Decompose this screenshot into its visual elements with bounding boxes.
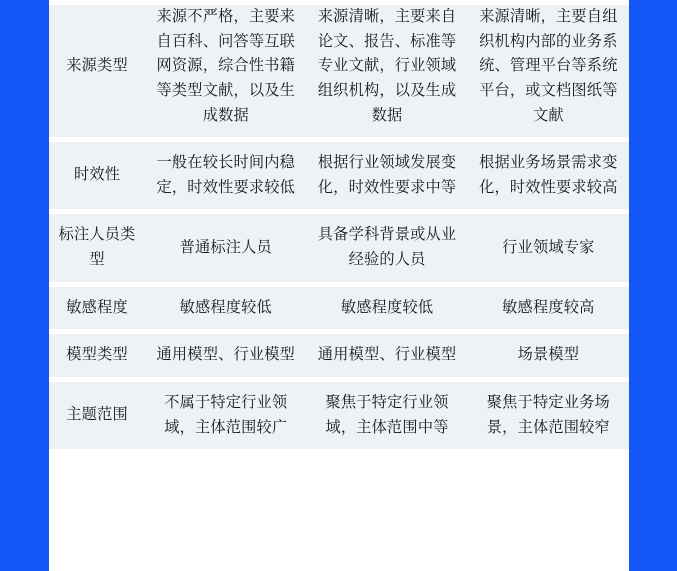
row-header: 标注人员类型 (49, 214, 145, 281)
table-cell: 根据业务场景需求变化，时效性要求较高 (468, 142, 629, 209)
table-cell: 敏感程度较高 (468, 287, 629, 330)
table-cell: 敏感程度较低 (306, 287, 467, 330)
comparison-card (49, 0, 629, 571)
table-cell: 根据行业领域发展变化，时效性要求中等 (306, 142, 467, 209)
table-row (49, 214, 629, 281)
table-cell: 来源清晰，主要来自论文、报告、标准等专业文献，行业领域组织机构，以及生成数据 (306, 5, 467, 137)
table-row (49, 5, 629, 137)
row-header: 模型类型 (49, 334, 145, 377)
comparison-table (49, 0, 629, 454)
row-header: 敏感程度 (49, 287, 145, 330)
table-cell: 通用模型、行业模型 (145, 334, 306, 377)
row-header: 来源类型 (49, 5, 145, 137)
table-cell: 来源清晰，主要自组织机构内部的业务系统、管理平台等系统平台，或文档图纸等文献 (468, 5, 629, 137)
table-cell: 敏感程度较低 (145, 287, 306, 330)
table-cell: 普通标注人员 (145, 214, 306, 281)
table-cell: 行业领域专家 (468, 214, 629, 281)
table-row (49, 142, 629, 209)
table-cell: 聚焦于特定业务场景，主体范围较窄 (468, 382, 629, 449)
table-row (49, 382, 629, 449)
row-header: 时效性 (49, 142, 145, 209)
row-header: 主题范围 (49, 382, 145, 449)
table-cell: 通用模型、行业模型 (306, 334, 467, 377)
table-row (49, 287, 629, 330)
table-cell: 不属于特定行业领域，主体范围较广 (145, 382, 306, 449)
table-cell: 来源不严格，主要来自百科、问答等互联网资源，综合性书籍等类型文献，以及生成数据 (145, 5, 306, 137)
table-cell: 一般在较长时间内稳定，时效性要求较低 (145, 142, 306, 209)
table-cell: 具备学科背景或从业经验的人员 (306, 214, 467, 281)
table-cell: 场景模型 (468, 334, 629, 377)
table-row (49, 334, 629, 377)
table-body (49, 5, 629, 449)
table-cell: 聚焦于特定行业领域，主体范围中等 (306, 382, 467, 449)
